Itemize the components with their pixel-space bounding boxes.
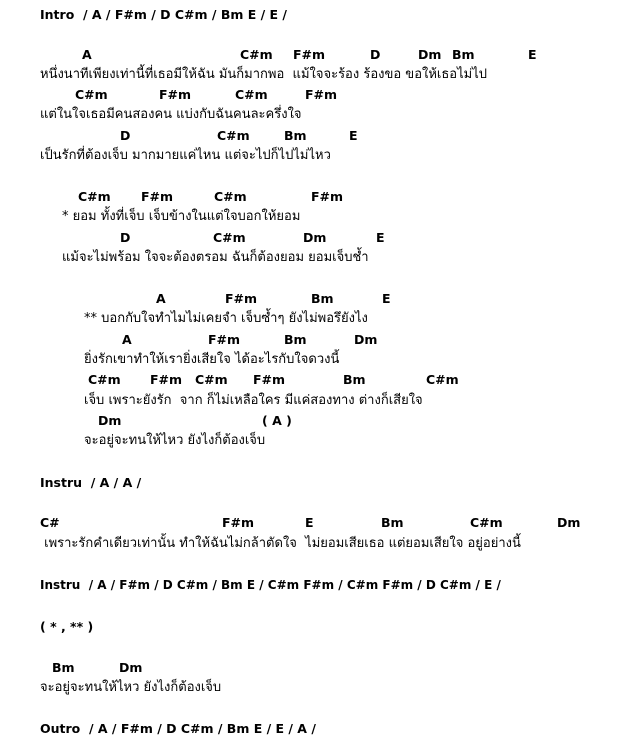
chord: A [122,332,132,347]
chord: Dm [119,660,143,675]
chord: Bm [52,660,75,675]
chord: E [305,515,314,530]
chord: C# [40,515,60,530]
lyric-line: หนึ่งนาทีเพียงเท่านี้ที่เธอมีให้ฉัน มันก็มากพอ แม้ใจจะร้อง ร้องขอ ขอให้เธอไม่ไป [40,67,488,82]
chord: A [82,47,92,62]
lyric-line: เพราะรักคำเดียวเท่านั้น ทำให้ฉันไม่กล้าตัดใจ ไม่ยอมเสียเธอ แต่ยอมเสียใจ อยู่อย่างนี้ [40,536,521,551]
lyric-line: เป็นรักที่ต้องเจ็บ มากมายแค่ไหน แต่จะไปก็ไปไม่ไหว [40,148,331,163]
chord: Bm [284,332,307,347]
chord: ( A ) [262,413,292,428]
chord: F#m [253,372,286,387]
chord: C#m [213,230,246,245]
chord: F#m [150,372,183,387]
chord: C#m [235,87,268,102]
chord: C#m [426,372,459,387]
chord: E [528,47,537,62]
lyric-line: * ยอม ทั้งที่เจ็บ เจ็บข้างในแต่ใจบอกให้ยอม [62,209,301,224]
chord: C#m [470,515,503,530]
intro-line: Intro / A / F#m / D C#m / Bm E / E / [40,7,287,22]
chord: D [120,128,131,143]
chord: Bm [284,128,307,143]
chord: F#m [159,87,192,102]
chord: C#m [195,372,228,387]
chord: E [382,291,391,306]
chord: Dm [418,47,442,62]
chord: F#m [311,189,344,204]
lyric-line: แม้จะไม่พร้อม ใจจะต้องตรอม ฉันก็ต้องยอม ยอมเจ็บช้ำ [62,250,369,265]
instru-line: Instru / A / A / [40,475,142,490]
lyric-line: ยิ่งรักเขาทำให้เรายิ่งเสียใจ ได้อะไรกับใจดวงนี้ [84,352,340,367]
lyric-line: เจ็บ เพราะยังรัก จาก ก็ไม่เหลือใคร มีแค่สองทาง ต่างก็เสียใจ [84,393,423,408]
chord: F#m [222,515,255,530]
chord: E [349,128,358,143]
chord: C#m [240,47,273,62]
chord: F#m [208,332,241,347]
chord: Dm [98,413,122,428]
chord: Bm [381,515,404,530]
chord: F#m [305,87,338,102]
chord: Dm [303,230,327,245]
chord: Bm [452,47,475,62]
chord: Bm [343,372,366,387]
chord: C#m [75,87,108,102]
chord: Bm [311,291,334,306]
chord: C#m [88,372,121,387]
chord: F#m [293,47,326,62]
chord: Dm [354,332,378,347]
lyric-line: จะอยู่จะทนให้ไหว ยังไงก็ต้องเจ็บ [40,680,222,695]
chord: C#m [78,189,111,204]
chord: Dm [557,515,581,530]
chord: E [376,230,385,245]
chord: A [156,291,166,306]
repeat-marker: ( * , ** ) [40,619,94,634]
chord: D [120,230,131,245]
instru-line: Instru / A / F#m / D C#m / Bm E / C#m F#m / C#m F#m / D C#m / E / [40,578,501,592]
chord: C#m [214,189,247,204]
lyric-line: แต่ในใจเธอมีคนสองคน แบ่งกับฉันคนละครึ่งใจ [40,107,302,122]
outro-line: Outro / A / F#m / D C#m / Bm E / E / A / [40,721,316,736]
chord: F#m [225,291,258,306]
chord: D [370,47,381,62]
chord: C#m [217,128,250,143]
chord: F#m [141,189,174,204]
lyric-line: จะอยู่จะทนให้ไหว ยังไงก็ต้องเจ็บ [84,433,266,448]
lyric-line: ** บอกกับใจทำไมไม่เคยจำ เจ็บซ้ำๆ ยังไม่พอรึยังไง [84,311,368,326]
